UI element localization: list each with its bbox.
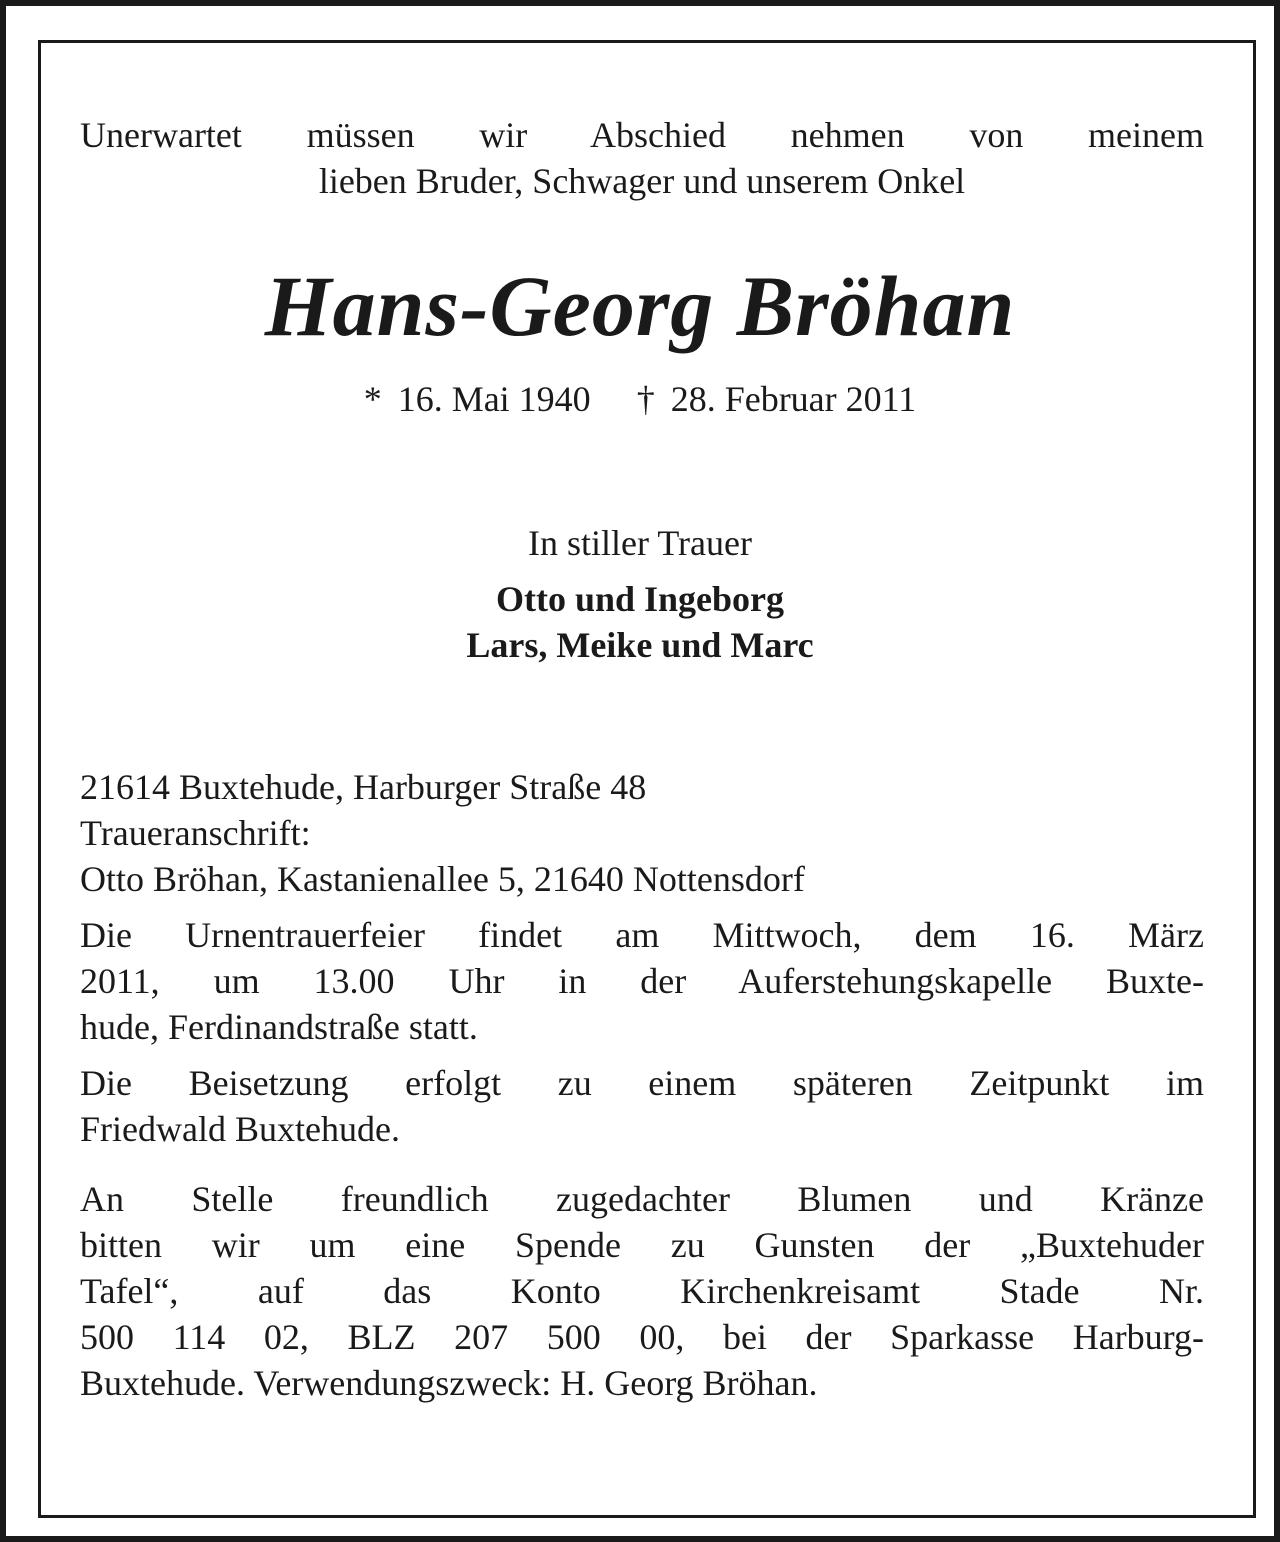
burial-line: Friedwald Buxtehude. xyxy=(80,1109,400,1149)
life-dates xyxy=(0,376,1280,422)
burial-line: Die Beisetzung erfolgt zu einem späteren Zeitpunkt im xyxy=(80,1063,1204,1103)
home-address: 21614 Buxtehude, Harburger Straße 48 xyxy=(80,767,647,807)
birth-symbol: * xyxy=(363,379,382,419)
death-symbol: † xyxy=(636,379,655,419)
ceremony-line: hude, Ferdinandstraße statt. xyxy=(80,1007,478,1047)
deceased-name: Hans-Georg Bröhan xyxy=(264,258,1016,354)
donation-line: bitten wir um eine Spende zu Gunsten der „Buxtehuder xyxy=(80,1225,1204,1265)
mourner-family-2: Lars, Meike und Marc xyxy=(466,625,814,665)
condolence-address: Otto Bröhan, Kastanienallee 5, 21640 Nottensdorf xyxy=(80,859,805,899)
ceremony-line: Die Urnentrauerfeier findet am Mittwoch, dem 16. März xyxy=(80,915,1204,955)
donation-line: 500 114 02, BLZ 207 500 00, bei der Sparkasse Harburg- xyxy=(80,1317,1204,1357)
condolence-address-label: Traueranschrift: xyxy=(80,813,311,853)
mourning-phrase: In stiller Trauer xyxy=(528,523,752,563)
address-block xyxy=(80,764,1204,902)
burial-paragraph xyxy=(80,1060,1204,1152)
death-date: 28. Februar 2011 xyxy=(670,379,917,419)
intro-text xyxy=(80,112,1204,204)
donation-line: Tafel“, auf das Konto Kirchenkreisamt Stade Nr. xyxy=(80,1271,1204,1311)
intro-line-1: Unerwartet müssen wir Abschied nehmen von meinem xyxy=(80,115,1204,155)
mourner-family-1: Otto und Ingeborg xyxy=(495,579,785,619)
mourners-block xyxy=(0,520,1280,668)
donation-line: An Stelle freundlich zugedachter Blumen und Kränze xyxy=(80,1179,1204,1219)
ceremony-paragraph xyxy=(80,912,1204,1050)
birth-date: 16. Mai 1940 xyxy=(397,379,591,419)
intro-line-2: lieben Bruder, Schwager und unserem Onkel xyxy=(318,161,966,201)
ceremony-line: 2011, um 13.00 Uhr in der Auferstehungskapelle Buxte- xyxy=(80,961,1204,1001)
details-body xyxy=(80,764,1204,1406)
donation-paragraph xyxy=(80,1176,1204,1406)
donation-line: Buxtehude. Verwendungszweck: H. Georg Bröhan. xyxy=(80,1363,818,1403)
